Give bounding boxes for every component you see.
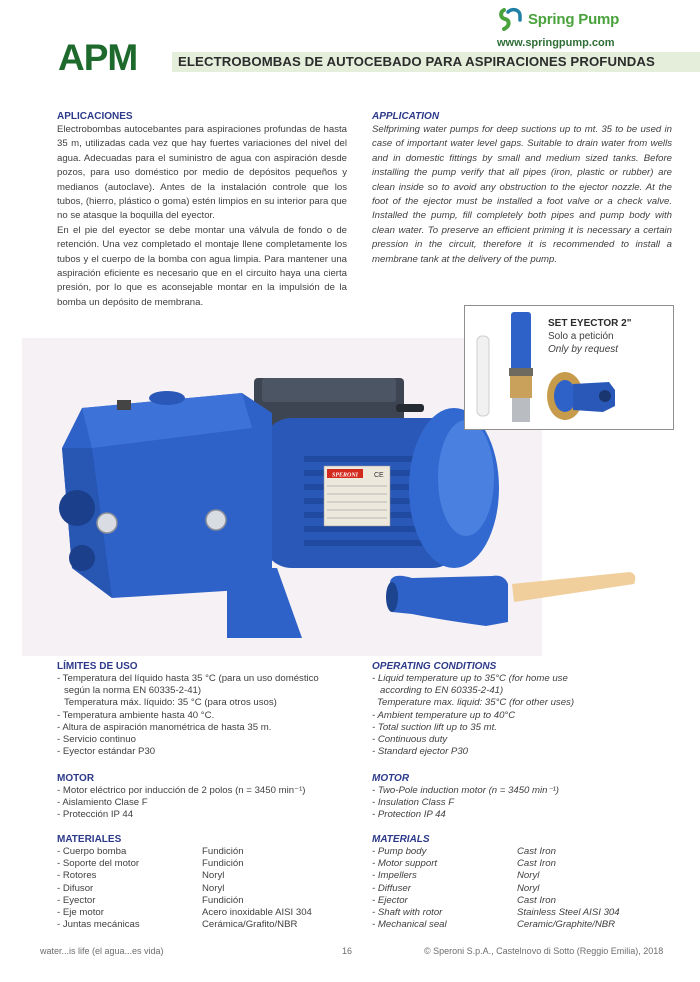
motor-list [57, 785, 347, 822]
footer-copyright: © Speroni S.p.A., Castelnovo di Sotto (Reggio Emilia), 2018 [424, 946, 664, 956]
ejector-nozzle-icon [543, 366, 623, 426]
list-item: - Motor eléctrico por inducción de 2 polos (n = 3450 min⁻¹) [57, 785, 306, 796]
ejector-set-icon [465, 306, 545, 427]
limits-list [372, 673, 672, 758]
limits-es [57, 660, 347, 758]
limits-en [372, 660, 672, 758]
ejector-set-title: SET EYECTOR 2" [548, 318, 632, 329]
materials-table [372, 846, 672, 931]
list-item: según la norma EN 60335-2-41) [64, 685, 202, 697]
model-code: APM [58, 37, 138, 78]
materials-es [57, 833, 347, 931]
table-row: - Mechanical seal Ceramic/Graphite/NBR [372, 919, 616, 931]
table-row: - Juntas mecánicas Cerámica/Grafito/NBR [57, 919, 298, 931]
table-row: - Soporte del motor Fundición [57, 858, 244, 870]
spring-pump-logo-icon [498, 6, 524, 32]
list-item: - Liquid temperature up to 35°C (for home use [372, 673, 568, 684]
section-heading: LÍMITES DE USO [57, 661, 138, 672]
limits-list [57, 673, 347, 758]
ejector-image [382, 562, 642, 632]
materials-table [57, 846, 347, 931]
materials-en [372, 833, 672, 931]
list-item: - Ambient temperature up to 40°C [372, 709, 516, 721]
brand-name: Spring Pump [528, 10, 620, 28]
list-item: - Altura de aspiración manométrica de hasta 35 m. [57, 721, 272, 733]
list-item: Temperatura máx. líquido: 35 °C (para otros usos) [64, 697, 277, 709]
table-row: - Motor support Cast Iron [372, 858, 556, 870]
list-item: according to EN 60335-2-41) [380, 685, 504, 697]
table-row: - Rotores Noryl [57, 870, 225, 882]
motor-list [372, 785, 672, 822]
list-item: - Servicio continuo [57, 734, 136, 746]
section-heading: MOTOR [372, 773, 410, 784]
paragraph: Electrobombas autocebantes para aspiraciones profundas de hasta 35 m, utilizadas cada vez que hay fuertes variaciones del nivel del agua. Adecuadas para el suministro de agua con aspiración desde pozos, para uso doméstico por medio de depósitos pequeños y medianos (autoclave). Antes de la instalación controle que los tubos, (hierro, plástico o goma) estén limpios en su interior para que no se atasque la boquilla del eyector. [57, 124, 347, 222]
section-heading: MOTOR [57, 773, 95, 784]
ejector-note-es: Solo a petición [548, 331, 614, 342]
list-item: - Temperatura ambiente hasta 40 °C. [57, 709, 215, 721]
ejector-set-note [548, 330, 618, 356]
motor-en [372, 772, 672, 822]
paragraph: En el pie del eyector se debe montar una válvula de fondo o de retención. Una vez completado el montaje llene completamente los tubos y el cuerpo de la bomba con agua limpia. Para mantener una aspiración eficiente es necesario que en el circuito haya una cierta presión, por lo que es aconsejable montar en la impulsión de la bomba un depósito de membrana. [57, 224, 347, 308]
ejector-note-en: Only by request [548, 344, 619, 355]
list-item: - Protección IP 44 [57, 809, 134, 821]
section-heading: OPERATING CONDITIONS [372, 661, 497, 672]
section-heading: MATERIALS [372, 834, 430, 845]
page-title: ELECTROBOMBAS DE AUTOCEBADO PARA ASPIRACIONES PROFUNDAS [178, 54, 655, 69]
table-row: - Eyector Fundición [57, 894, 244, 906]
page-number: 16 [342, 946, 353, 956]
table-row: - Impellers Noryl [372, 870, 540, 882]
list-item: - Aislamiento Clase F [57, 797, 148, 809]
svg-text:SPERONI: SPERONI [331, 472, 359, 479]
list-item: - Total suction lift up to 35 mt. [372, 721, 497, 733]
table-row: - Pump body Cast Iron [372, 846, 556, 857]
table-row: - Diffuser Noryl [372, 882, 540, 894]
section-heading: APLICACIONES [57, 111, 133, 122]
list-item: - Protection IP 44 [372, 809, 446, 821]
list-item: - Standard ejector P30 [372, 746, 468, 758]
brand-logo [498, 6, 619, 32]
applications-es [57, 110, 347, 310]
table-row: - Eje motor Acero inoxidable AISI 304 [57, 907, 312, 919]
list-item: - Continuous duty [372, 734, 448, 746]
list-item: - Insulation Class F [372, 797, 455, 809]
applications-en [372, 110, 672, 267]
paragraph: Selfpriming water pumps for deep suctions up to mt. 35 to be used in case of important water level gaps. Suitable to drain water from wells and in domestic fittings by small and medium sized tanks. Before installing the pump verify that all pipes (iron, plastic or rubber) are clean inside so to avoid any obstruction to the ejector nozzle. At the foot of the ejector must be installed a foot valve or a check valve. Installed the pump, fill completely both pipes and pump body with clean water. To preserve an efficient priming it is necessary a certain pression in the circuit, therefore it is recommended to install a membrane tank at the delivery of the pump. [372, 124, 672, 265]
table-row: - Cuerpo bomba Fundición [57, 846, 244, 857]
section-heading: APPLICATION [372, 111, 440, 122]
section-heading: MATERIALES [57, 834, 122, 845]
list-item: - Temperatura del líquido hasta 35 °C (para un uso doméstico [57, 673, 319, 684]
list-item: - Eyector estándar P30 [57, 746, 156, 758]
motor-es [57, 772, 347, 822]
svg-text:CE: CE [374, 472, 384, 479]
table-row: - Ejector Cast Iron [372, 894, 556, 906]
table-row: - Shaft with rotor Stainless Steel AISI 304 [372, 907, 620, 919]
list-item: - Two-Pole induction motor (n = 3450 min⁻¹) [372, 785, 559, 796]
list-item: Temperature max. liquid: 35°C (for other uses) [377, 697, 575, 709]
footer-tagline: water...is life (el agua...es vida) [40, 946, 164, 956]
website-url[interactable]: www.springpump.com [497, 37, 615, 49]
table-row: - Difusor Noryl [57, 882, 225, 894]
